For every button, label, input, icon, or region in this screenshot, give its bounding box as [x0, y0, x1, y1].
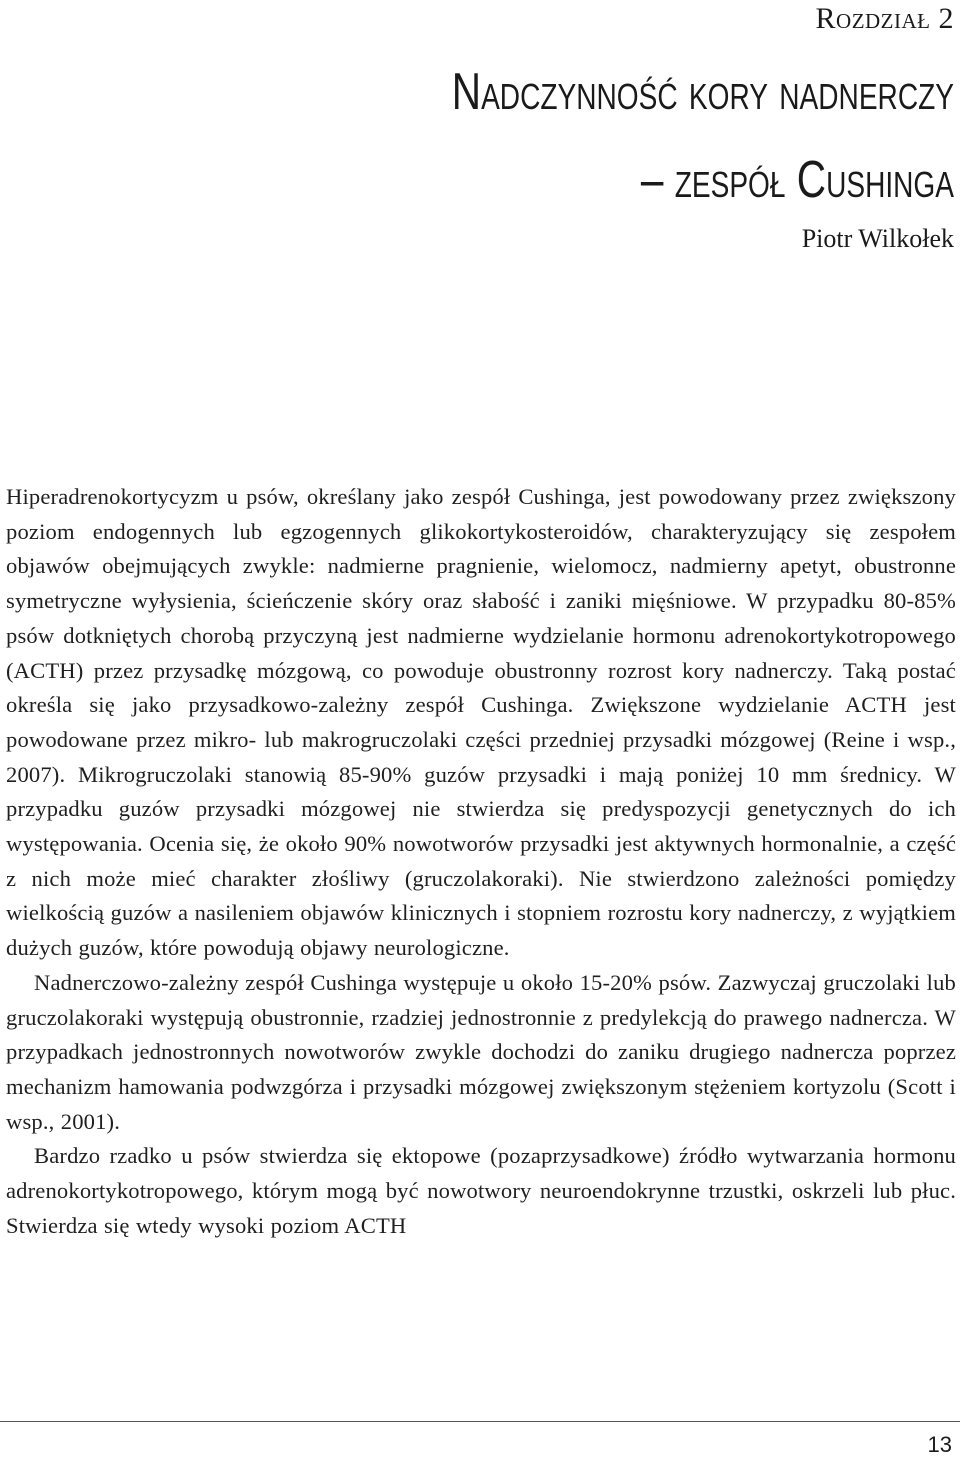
paragraph-2: Nadnerczowo-zależny zespół Cushinga występuje u około 15-20% psów. Zazwyczaj gruczolaki lub gruczolakoraki występują obustronnie, rzadziej jednostronnie z predylekcją do prawego nadnercza. W przypadkach jednostronnych nowotworów zwykle dochodzi do zaniku drugiego nadnercza poprzez mechanizm hamowania podwzgórza i przysadki mózgowej zwiększonym stężeniem kortyzolu (Scott i wsp., 2001). — [6, 969, 956, 1134]
footer-divider — [0, 1421, 960, 1422]
body-text — [6, 480, 956, 1243]
paragraph-1: Hiperadrenokortycyzm u psów, określany jako zespół Cushinga, jest powodowany przez zwiększony poziom endogennych lub egzogennych glikokortykosteroidów, charakteryzujący się zespołem objawów obejmujących zwykle: nadmierne pragnienie, wielomocz, nadmierny apetyt, obustronne symetryczne wyłysienia, ścieńczenie skóry oraz słabość i zaniki mięśniowe. W przypadku 80-85% psów dotkniętych chorobą przyczyną jest nadmierne wydzielanie hormonu adrenokortykotropowego (ACTH) przez przysadkę mózgową, co powoduje obustronny rozrost kory nadnerczy. Taką postać określa się jako przysadkowo-zależny zespół Cushinga. Zwiększone wydzielanie ACTH jest powodowane przez mikro- lub makrogruczolaki części przedniej przysadki mózgowej (Reine i wsp., 2007). Mikrogruczolaki stanowią 85-90% guzów przysadki i mają poniżej 10 mm średnicy. W przypadku guzów przysadki mózgowej nie stwierdza się predyspozycji genetycznych do ich występowania. Ocenia się, że około 90% nowotworów przysadki jest aktywnych hormonalnie, a część z nich może mieć charakter złośliwy (gruczolakoraki). Nie stwierdzono zależności pomiędzy wielkością guzów a nasileniem objawów klinicznych i stopniem rozrostu kory nadnerczy, z wyjątkiem dużych guzów, które powodują objawy neurologiczne. — [6, 484, 956, 961]
paragraph-3: Bardzo rzadko u psów stwierdza się ektopowe (pozaprzysadkowe) źródło wytwarzania hormonu adrenokortykotropowego, którym mogą być nowotwory neuroendokrynne trzustki, oskrzeli lub płuc. Stwierdza się wtedy wysoki poziom ACTH — [6, 1143, 956, 1238]
chapter-title-line-2: – zespół Cushinga — [640, 151, 954, 209]
page-number: 13 — [927, 1432, 952, 1457]
chapter-title-line-1: Nadczynność kory nadnerczy — [451, 63, 954, 121]
chapter-title — [252, 48, 954, 224]
chapter-label: Rozdział 2 — [815, 2, 954, 35]
author-name: Piotr Wilkołek — [801, 224, 954, 253]
